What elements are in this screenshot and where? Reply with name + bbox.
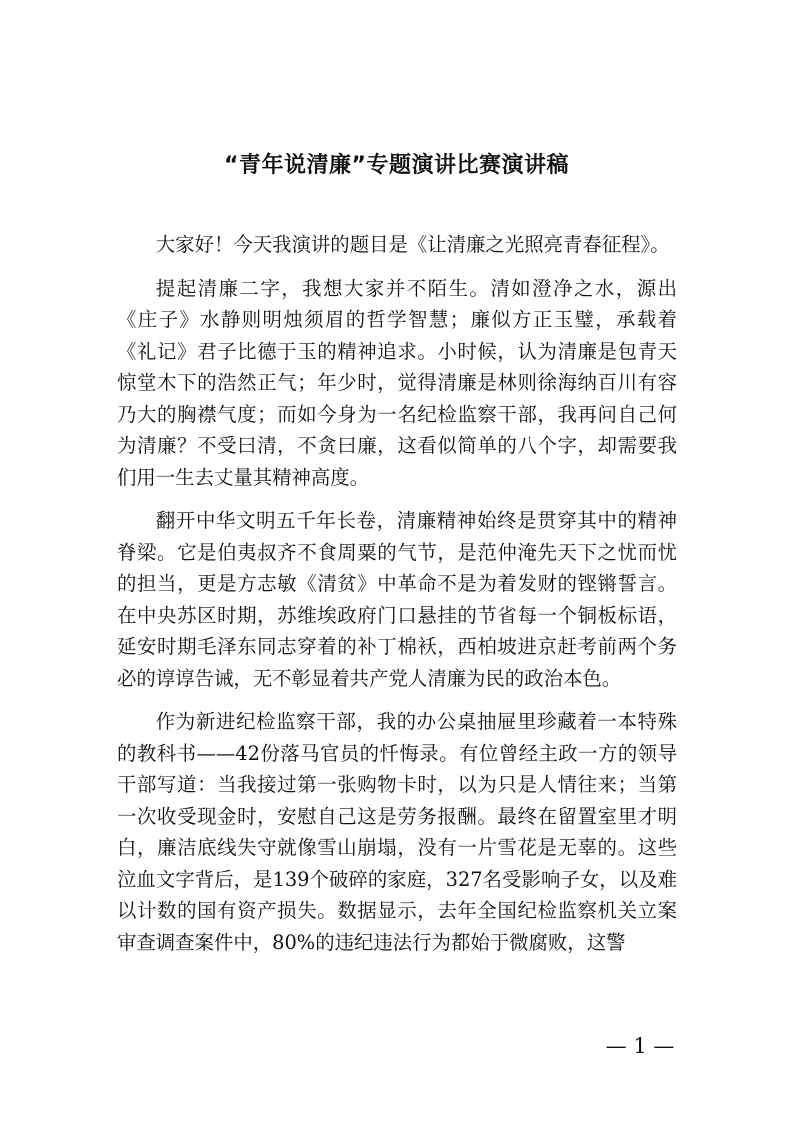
paragraph-meaning-of-integrity: 提起清廉二字，我想大家并不陌生。清如澄净之水，源出《庄子》水静则明烛须眉的哲学智慧；廉似方正玉璧，承载着《礼记》君子比德于玉的精神追求。小时候，认为清廉是包青天惊堂木下的浩然正气；年少时，觉得清廉是林则徐海纳百川有容乃大的胸襟气度；而如今身为一名纪检监察干部，我再问自己何为清廉？不受曰清，不贪曰廉，这看似简单的八个字，却需要我们用一生去丈量其精神高度。	[117, 276, 677, 489]
paragraph-confessions: 作为新进纪检监察干部，我的办公桌抽屉里珍藏着一本特殊的教科书——42份落马官员的忏悔录。有位曾经主政一方的领导干部写道：当我接过第一张购物卡时，以为只是人情往来；当第一次收受现金时，安慰自己这是劳务报酬。最终在留置室里才明白，廉洁底线失守就像雪山崩塌，没有一片雪花是无辜的。这些泣血文字背后，是139个破碎的家庭，327名受影响子女，以及难以计数的国有资产损失。数据显示，去年全国纪检监察机关立案审查调查案件中，80%的违纪违法行为都始于微腐败，这警	[117, 710, 677, 954]
document-title: “青年说清廉”专题演讲比赛演讲稿	[224, 153, 569, 178]
document-body	[117, 229, 677, 970]
page-number: — 1 —	[605, 1034, 675, 1058]
paragraph-history: 翻开中华文明五千年长卷，清廉精神始终是贯穿其中的精神脊梁。它是伯夷叔齐不食周粟的气节，是范仲淹先天下之忧而忧的担当，更是方志敏《清贫》中革命不是为着发财的铿锵誓言。在中央苏区时期，苏维埃政府门口悬挂的节省每一个铜板标语，延安时期毛泽东同志穿着的补丁棉袄，西柏坡进京赶考前两个务必的谆谆告诫，无不彰显着共产党人清廉为民的政治本色。	[117, 509, 677, 690]
paragraph-greeting: 大家好！今天我演讲的题目是《让清廉之光照亮青春征程》。	[155, 233, 670, 256]
